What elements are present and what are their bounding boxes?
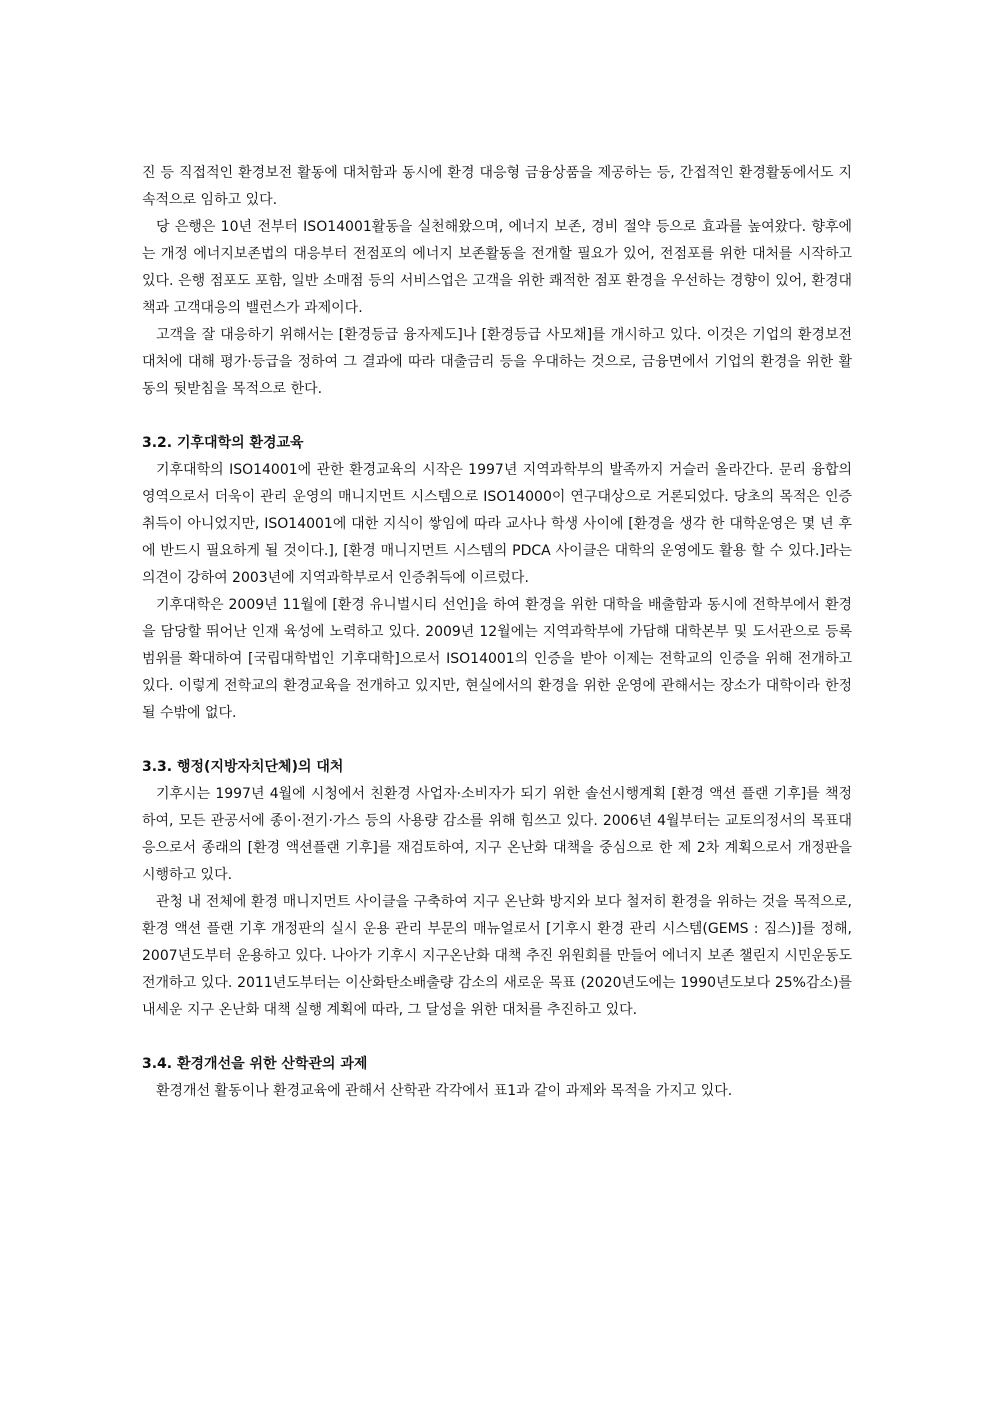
paragraph: 관청 내 전체에 환경 매니지먼트 사이클을 구축하여 지구 온난화 방지와 보다 철저히 환경을 위하는 것을 목적으로, 환경 액션 플랜 기후 개정판의 실시 운용 관리 부문의 매뉴얼로서 [기후시 환경 관리 시스템(GEMS : 짐스)]를 정해, 2007년도부터 운용하고 있다. 나아가 기후시 지구온난화 대책 추진 위원회를 만들어 에너지 보존 챌린지 시민운동도 전개하고 있다. 2011년도부터는 이산화탄소배출량 감소의 새로운 목표 (2020년도에는 1990년도보다 25%감소)를 내세운 지구 온난화 대책 실행 계획에 따라, 그 달성을 위한 대처를 추진하고 있다. [142, 894, 852, 1018]
document-page [142, 160, 852, 1105]
section-heading: 3.2. 기후대학의 환경교육 [142, 435, 304, 451]
paragraph: 기후대학은 2009년 11월에 [환경 유니벌시티 선언]을 하여 환경을 위한 대학을 배출함과 동시에 전학부에서 환경을 담당할 뛰어난 인재 육성에 노력하고 있다. 2009년 12월에는 지역과학부에 가담해 대학본부 및 도서관으로 등록 범위를 확대하여 [국립대학법인 기후대학]으로서 ISO14001의 인증을 받아 이제는 전학교의 인증을 위해 전개하고 있다. 이렇게 전학교의 환경교육을 전개하고 있지만, 현실에서의 환경을 위한 운영에 관해서는 장소가 대학이라 한정될 수밖에 없다. [142, 597, 852, 721]
section-3-2 [142, 430, 852, 727]
section-heading: 3.3. 행정(지방자치단체)의 대처 [142, 759, 344, 775]
paragraph: 환경개선 활동이나 환경교육에 관해서 산학관 각각에서 표1과 같이 과제와 목적을 가지고 있다. [156, 1083, 733, 1099]
section-heading: 3.4. 환경개선을 위한 산학관의 과제 [142, 1056, 368, 1072]
section-3-4 [142, 1051, 852, 1105]
section-environmental-finance [142, 160, 852, 403]
paragraph: 기후시는 1997년 4월에 시청에서 친환경 사업자·소비자가 되기 위한 솔선시행계획 [환경 액션 플랜 기후]를 책정하여, 모든 관공서에 종이·전기·가스 등의 사용량 감소를 위해 힘쓰고 있다. 2006년 4월부터는 교토의정서의 목표대응으로서 종래의 [환경 액션플랜 기후]를 재검토하여, 지구 온난화 대책을 중심으로 한 제 2차 계획으로서 개정판을 시행하고 있다. [142, 786, 852, 883]
paragraph: 기후대학의 ISO14001에 관한 환경교육의 시작은 1997년 지역과학부의 발족까지 거슬러 올라간다. 문리 융합의 영역으로서 더욱이 관리 운영의 매니지먼트 시스템으로 ISO14000이 연구대상으로 거론되었다. 당초의 목적은 인증취득이 아니었지만, ISO14001에 대한 지식이 쌓임에 따라 교사나 학생 사이에 [환경을 생각 한 대학운영은 몇 년 후에 반드시 필요하게 될 것이다.], [환경 매니지먼트 시스템의 PDCA 사이클은 대학의 운영에도 활용 할 수 있다.]라는 의견이 강하여 2003년에 지역과학부로서 인증취득에 이르렀다. [142, 462, 852, 586]
paragraph: 당 은행은 10년 전부터 ISO14001활동을 실천해왔으며, 에너지 보존, 경비 절약 등으로 효과를 높여왔다. 향후에는 개정 에너지보존법의 대응부터 전점포의 에너지 보존활동을 전개할 필요가 있어, 전점포를 위한 대처를 시작하고 있다. 은행 점포도 포함, 일반 소매점 등의 서비스업은 고객을 위한 쾌적한 점포 환경을 우선하는 경향이 있어, 환경대책과 고객대응의 밸런스가 과제이다. [142, 219, 852, 316]
paragraph-continuation: 진 등 직접적인 환경보전 활동에 대처함과 동시에 환경 대응형 금융상품을 제공하는 등, 간접적인 환경활동에서도 지속적으로 임하고 있다. [142, 165, 852, 208]
paragraph: 고객을 잘 대응하기 위해서는 [환경등급 융자제도]나 [환경등급 사모채]를 개시하고 있다. 이것은 기업의 환경보전 대처에 대해 평가·등급을 정하여 그 결과에 따라 대출금리 등을 우대하는 것으로, 금융면에서 기업의 환경을 위한 활동의 뒷받침을 목적으로 한다. [142, 327, 852, 397]
section-3-3 [142, 754, 852, 1024]
